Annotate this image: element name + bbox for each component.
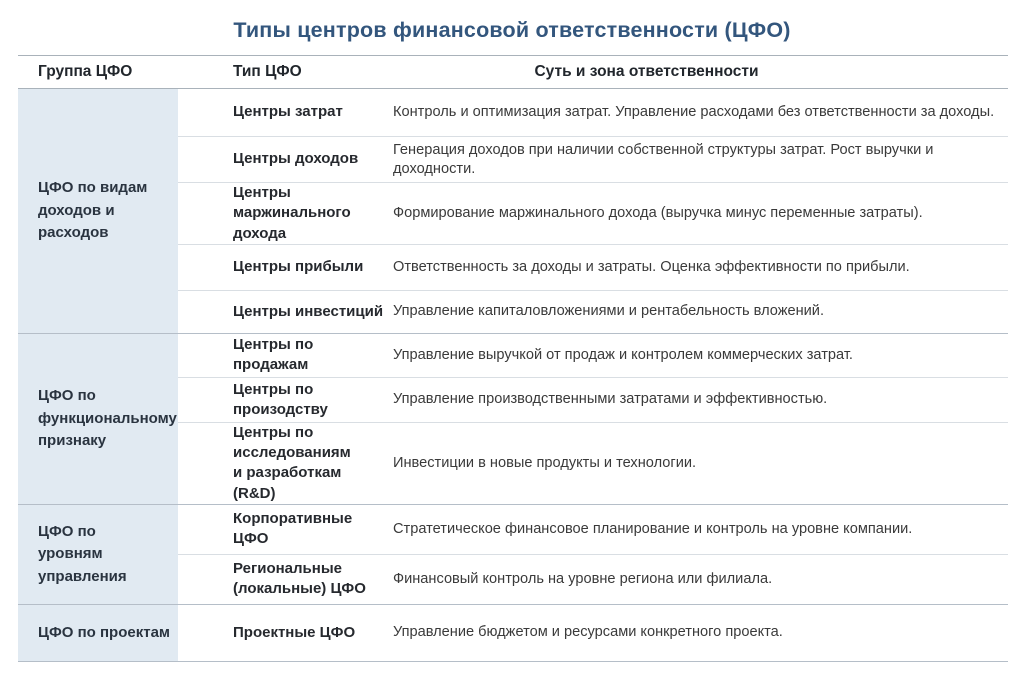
- group-cell: ЦФО по проектам: [18, 604, 178, 661]
- type-cell: Центры инвестиций: [178, 290, 393, 333]
- table-row: [18, 89, 1008, 137]
- description-cell: Управление производственными затратами и эффективностью.: [393, 377, 1008, 422]
- type-cell: Корпоративные ЦФО: [178, 504, 393, 554]
- page-title: Типы центров финансовой ответственности (ЦФО): [233, 18, 791, 42]
- description-cell: Формирование маржинального дохода (выручка минус переменные затраты).: [393, 183, 1008, 245]
- description-cell: Ответственность за доходы и затраты. Оценка эффективности по прибыли.: [393, 244, 1008, 290]
- header-responsibility: Суть и зона ответственности: [393, 56, 1008, 89]
- table-row: [18, 604, 1008, 661]
- table-row: [18, 504, 1008, 554]
- header-type-cfo: Тип ЦФО: [178, 56, 393, 89]
- header-row: [18, 56, 1008, 89]
- type-cell: Центры затрат: [233, 103, 343, 121]
- description-cell: Управление бюджетом и ресурсами конкретного проекта.: [393, 604, 1008, 661]
- header-group-cfo: Группа ЦФО: [18, 56, 178, 89]
- type-cell: Центры маржинального дохода: [178, 183, 393, 245]
- type-cell: Проектные ЦФО: [178, 604, 393, 661]
- table-row: [18, 333, 1008, 377]
- description-cell: Инвестиции в новые продукты и технологии.: [393, 422, 1008, 504]
- group-cell: ЦФО по функциональному признаку: [18, 333, 178, 504]
- description-cell: Финансовый контроль на уровне региона или филиала.: [393, 554, 1008, 604]
- type-cell: Центры по продажам: [178, 333, 393, 377]
- type-cell: Центры по произодству: [178, 377, 393, 422]
- description-cell: Управление капиталовложениями и рентабельность вложений.: [393, 290, 1008, 333]
- description-cell: Генерация доходов при наличии собственной структуры затрат. Рост выручки и доходности.: [393, 137, 1008, 183]
- description-cell: Контроль и оптимизация затрат. Управление расходами без ответственности за доходы.: [393, 104, 995, 121]
- type-cell: Региональные (локальные) ЦФО: [178, 554, 393, 604]
- type-cell: Центры по исследованиям и разработкам (R&D): [178, 422, 393, 504]
- table-body: [18, 89, 1008, 662]
- type-cell: Центры прибыли: [178, 244, 393, 290]
- description-cell: Управление выручкой от продаж и контролем коммерческих затрат.: [393, 333, 1008, 377]
- group-cell: ЦФО по видам доходов и расходов: [18, 89, 178, 334]
- group-cell: ЦФО по уровням управления: [18, 504, 178, 604]
- type-cell: Центры доходов: [178, 137, 393, 183]
- cfo-table: [18, 55, 1008, 662]
- table-header: [18, 56, 1008, 89]
- description-cell: Стратетическое финансовое планирование и контроль на уровне компании.: [393, 504, 1008, 554]
